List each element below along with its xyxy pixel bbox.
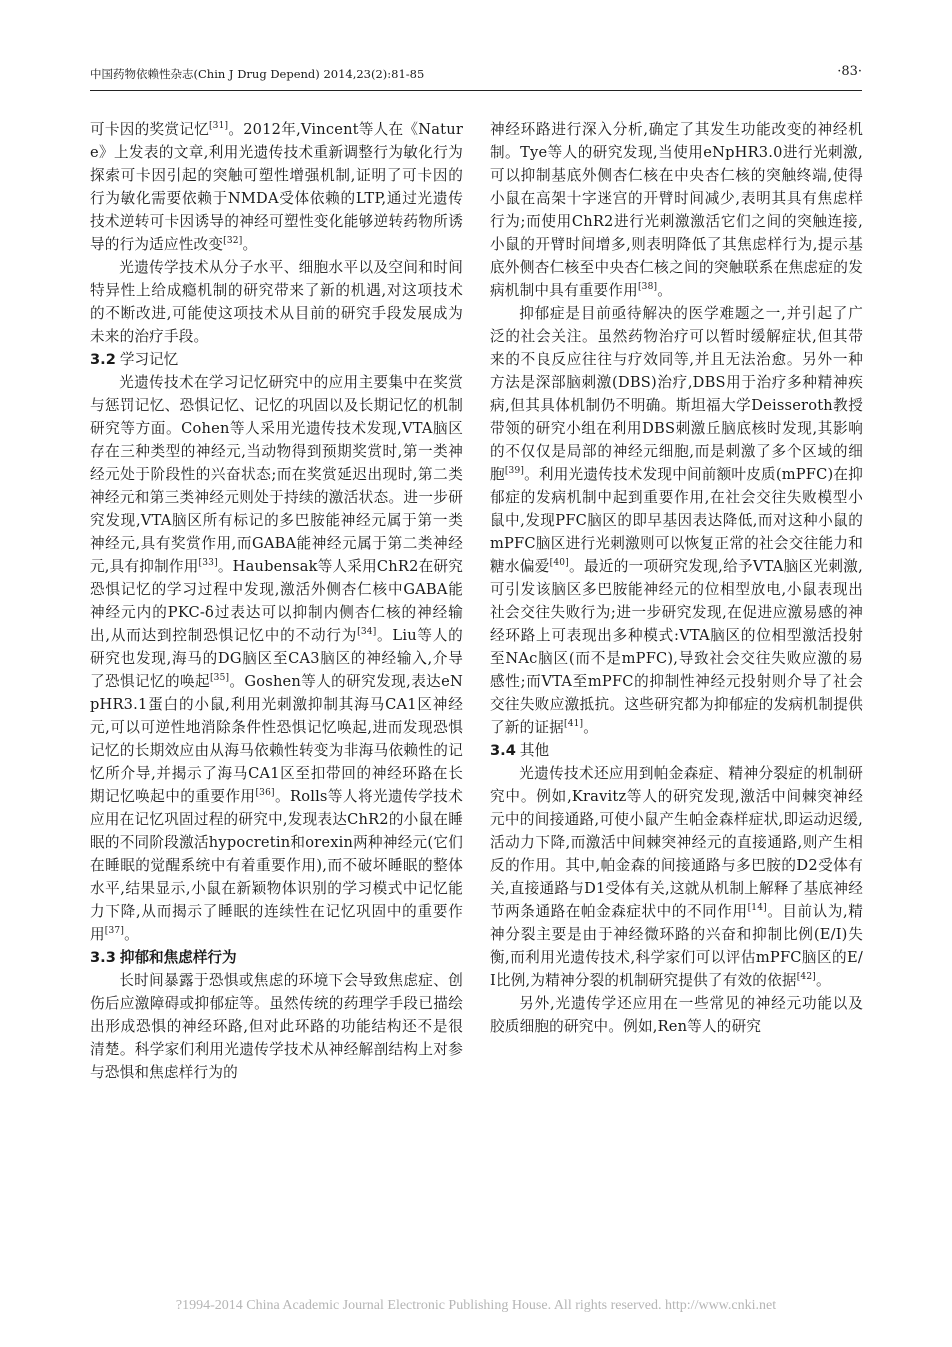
citation-ref: [37] [104,926,125,937]
section-title: 抑郁和焦虑样行为 [119,949,237,966]
citation-ref: [40] [549,558,569,569]
citation-ref: [42] [796,972,816,983]
section-number: 3.2 [90,351,116,368]
text-run: 抑郁症是目前亟待解决的医学难题之一,并引起了广泛的社会关注。虽然药物治疗可以暂时缓解症状,但其带来的不良反应往往与疗效同等,并且无法治愈。另外一种方法是深部脑刺激(DBS)治疗,DBS用于治疗多种精神疾病,但其具体机制仍不明确。斯坦福大学Deisseroth教授带领的研究小组在利用DBS刺激丘脑底核时发现,其影响的不仅仅是局部的神经元细胞,而是刺激了多个区域的细胞 [490,305,863,483]
body-paragraph [490,302,863,739]
text-run: 。Rolls等人将光遗传学技术应用在记忆巩固过程的研究中,发现表达ChR2的小鼠在睡眠的不同阶段激活hypocretin和orexin两种神经元(它们在睡眠的觉醒系统中有着重要作用),而不破坏睡眠的整体水平,结果显示,小鼠在新颖物体识别的学习模式中记忆能力下降,从而揭示了睡眠的连续性在记忆巩固中的重要作用 [90,788,463,943]
citation-ref: [38] [637,282,658,293]
citation-ref: [33] [198,558,218,569]
body-paragraph [90,118,463,256]
body-paragraph [490,762,863,992]
body-paragraph [490,992,863,1038]
text-run: 。 [583,719,599,736]
text-run: 。最近的一项研究发现,给予VTA脑区光刺激,可引发该脑区多巴胺能神经元的位相型放电,小鼠表现出社会交往失败行为;进一步研究发现,在促进应激易感的神经环路上可表现出多种模式:VTA脑区的位相型激活投射至NAc脑区(而不是mPFC),导致社会交往失败应激的易感性;而VTA至mPFC的抑制性神经元投射则介导了社会交往失败应激抵抗。这些研究都为抑郁症的发病机制提供了新的证据 [490,558,863,736]
text-run: 。 [657,282,673,299]
body-paragraph [90,969,463,1084]
citation-ref: [35] [209,673,230,684]
text-run: 。利用光遗传技术发现中间前额叶皮质(mPFC)在抑郁症的发病机制中起到重要作用,在社会交往失败模型小鼠中,发现PFC脑区的即早基因表达降低,而对这种小鼠的mPFC脑区进行光刺激则可以恢复正常的社会交往能力和糖水偏爱 [490,466,863,575]
running-header [90,66,862,88]
citation-ref: [14] [747,903,767,914]
text-run: 另外,光遗传学还应用在一些常见的神经元功能以及胶质细胞的研究中。例如,Ren等人的研究 [490,995,863,1035]
text-run: 。Liu等人的研究也发现,海马的DG脑区至CA3脑区的神经输入,介导了恐惧记忆的唤起 [90,627,463,690]
text-run: 。2012年,Vincent等人在《Nature》上发表的文章,利用光遗传技术重新调整行为敏化行为探索可卡因引起的突触可塑性增强机制,证明了可卡因的行为敏化需要依赖于NMDA受体依赖的LTP,通过光遗传技术逆转可卡因诱导的神经可塑性变化能够逆转药物所诱导的行为适应性改变 [90,121,463,253]
text-run: 光遗传技术还应用到帕金森症、精神分裂症的机制研究中。例如,Kravitz等人的研究发现,激活中间棘突神经元中的间接通路,可使小鼠产生帕金森样症状,即运动迟缓,活动力下降,而激活中间棘突神经元的直接通路,则产生相反的作用。其中,帕金森的间接通路与多巴胺的D2受体有关,直接通路与D1受体有关,这就从机制上解释了基底神经节两条通路在帕金森症状中的不同作用 [490,765,863,920]
body-paragraph [490,118,863,302]
section-number: 3.3 [90,949,116,966]
section-number: 3.4 [490,742,516,759]
section-heading [90,348,463,371]
text-run: 。Haubensak等人采用ChR2在研究恐惧记忆的学习过程中发现,激活外侧杏仁核中GABA能神经元内的PKC-δ过表达可以抑制内侧杏仁核的神经输出,从而达到控制恐惧记忆中的不动行为 [90,558,463,644]
text-run: 。 [124,926,139,943]
citation-ref: [34] [357,627,377,638]
header-rule [90,90,862,91]
text-run: 光遗传技术在学习记忆研究中的应用主要集中在奖赏与惩罚记忆、恐惧记忆、记忆的巩固以及长期记忆的机制研究等方面。Cohen等人采用光遗传技术发现,VTA脑区存在三种类型的神经元,当动物得到预期奖赏时,第一类神经元处于阶段性的兴奋状态;而在奖赏延迟出现时,第二类神经元和第三类神经元则处于持续的激活状态。进一步研究发现,VTA脑区所有标记的多巴胺能神经元属于第一类神经元,具有奖赏作用,而GABA能神经元属于第二类神经元,具有抑制作用 [90,374,463,575]
text-run: 光遗传学技术从分子水平、细胞水平以及空间和时间特异性上给成瘾机制的研究带来了新的机遇,对这项技术的不断改进,可能使这项技术从目前的研究手段发展成为未来的治疗手段。 [90,259,463,345]
copyright-footer: ?1994-2014 China Academic Journal Electronic Publishing House. All rights reserved. http://www.cnki.net [175,1298,777,1313]
body-paragraph [90,256,463,348]
citation-ref: [31] [208,121,229,132]
text-run: 可卡因的奖赏记忆 [90,121,209,138]
citation-ref: [36] [255,788,275,799]
citation-ref: [32] [223,236,243,247]
citation-ref: [39] [504,466,525,477]
page-number: ·83· [837,64,862,79]
citation-ref: [41] [563,719,584,730]
journal-citation: 中国药物依赖性杂志(Chin J Drug Depend) 2014,23(2):81-85 [90,67,425,81]
section-heading [90,946,463,969]
right-column [490,118,863,1258]
text-run: 。Goshen等人的研究发现,表达eNpHR3.1蛋白的小鼠,利用光刺激抑制其海马CA1区神经元,可以可逆性地消除条件性恐惧记忆唤起,进而发现恐惧记忆的长期效应由从海马依赖性转变为非海马依赖性的记忆所介导,并揭示了海马CA1区至扣带回的神经环路在长期记忆唤起中的重要作用 [90,673,463,805]
left-column [90,118,463,1258]
text-run: 。 [815,972,831,989]
text-run: 。目前认为,精神分裂主要是由于神经微环路的兴奋和抑制比例(E/I)失衡,而利用光遗传技术,科学家们可以评估mPFC脑区的E/I比例,为精神分裂的机制研究提供了有效的依据 [490,903,863,989]
text-run: 。 [242,236,258,253]
body-paragraph [90,371,463,946]
text-run: 神经环路进行深入分析,确定了其发生功能改变的神经机制。Tye等人的研究发现,当使用eNpHR3.0进行光刺激,可以抑制基底外侧杏仁核在中央杏仁核的突触终端,使得小鼠在高架十字迷宫的开臂时间减少,表明其具有焦虑样行为;而使用ChR2进行光刺激激活它们之间的突触连接,小鼠的开臂时间增多,则表明降低了其焦虑样行为,提示基底外侧杏仁核至中央杏仁核之间的突触联系在焦虑症的发病机制中具有重要作用 [490,121,863,299]
section-heading [490,739,863,762]
section-title: 学习记忆 [119,351,179,368]
section-title: 其他 [519,742,550,759]
text-run: 长时间暴露于恐惧或焦虑的环境下会导致焦虑症、创伤后应激障碍或抑郁症等。虽然传统的药理学手段已描绘出形成恐惧的神经环路,但对此环路的功能结构还不是很清楚。科学家们利用光遗传学技术从神经解剖结构上对参与恐惧和焦虑样行为的 [90,972,463,1081]
